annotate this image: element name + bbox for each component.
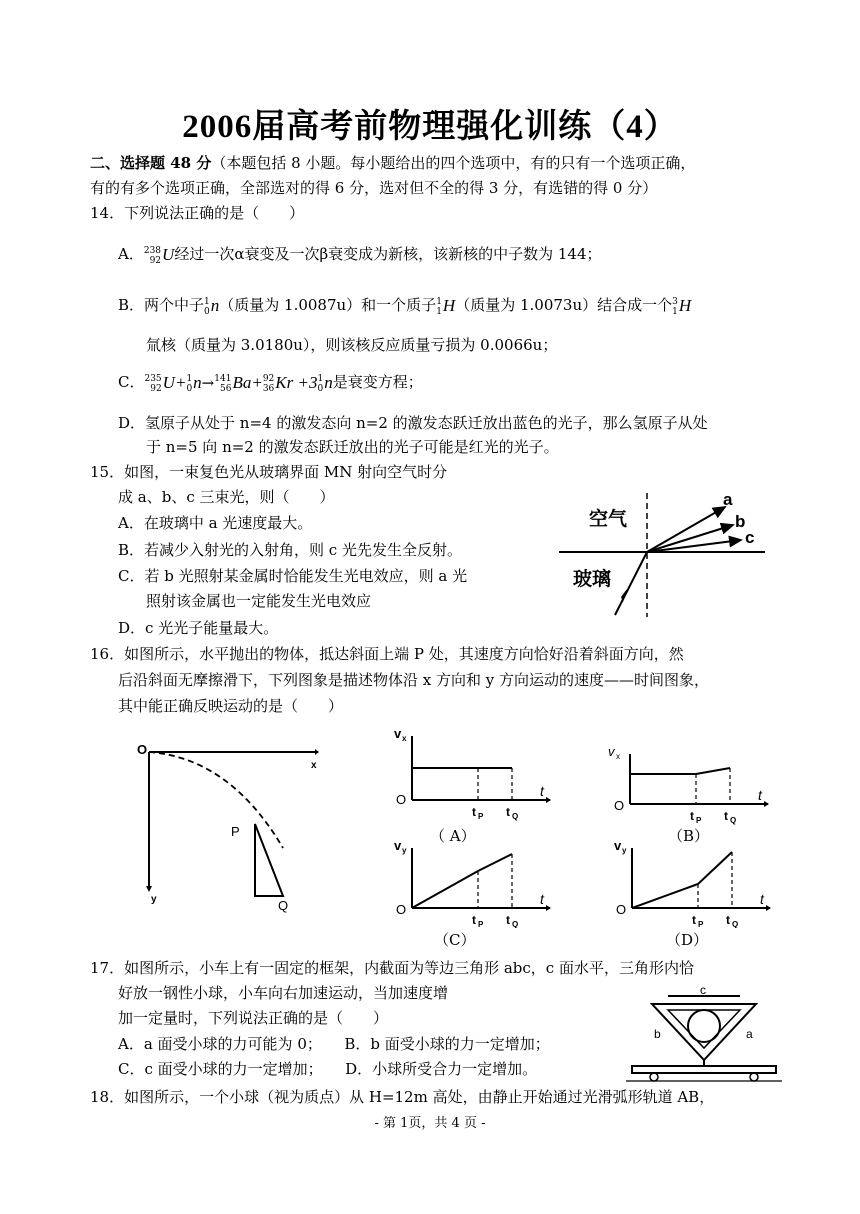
label-b: b: [735, 512, 746, 531]
graph-a-tq-sub: Q: [512, 812, 519, 821]
graph-d-ylabel-sub: y: [622, 846, 627, 855]
q14-stem: 14．下列说法正确的是（ ）: [90, 204, 305, 222]
isotope-neutron: 1 0 n: [204, 295, 220, 317]
trajectory: [149, 752, 283, 848]
q17-line-2: 好放一钢性小球，小车向右加速运动，当加速度增: [118, 984, 449, 1002]
graph-a: [390, 724, 560, 824]
q14-option-c: [118, 372, 423, 394]
graph-d-xlabel: t: [760, 891, 764, 907]
q14-option-b: [118, 295, 691, 317]
graph-c-ylabel-sub: y: [402, 846, 407, 855]
incline: [255, 824, 283, 896]
q15-option-c-1: C．若 b 光照射某金属时恰能发生光电效应，则 a 光: [118, 567, 468, 585]
q16-line-3: 其中能正确反映运动的是（ ）: [118, 697, 344, 715]
q15-option-d: D．c 光光子能量最大。: [118, 619, 279, 637]
graph-a-tq: t: [506, 805, 510, 819]
graph-c-tq-sub: Q: [512, 920, 519, 928]
wheel-right: [750, 1073, 758, 1081]
ray-c: [647, 540, 741, 552]
q16-line-2: 后沿斜面无摩擦滑下，下列图象是描述物体沿 x 方向和 y 方向运动的速度——时间图象，: [118, 671, 710, 689]
graph-c-tp: t: [472, 913, 476, 927]
graph-b-tq-sub: Q: [730, 816, 737, 825]
isotope-u238: 238 92 U: [143, 244, 175, 266]
graph-d-origin: O: [616, 902, 627, 917]
face-c-label: c: [700, 986, 706, 997]
cart-body: [632, 1066, 776, 1073]
isotope-tritium: 3 1 H: [672, 295, 692, 317]
graph-a-xlabel: t: [540, 783, 544, 799]
q16-line-1: 16．如图所示，水平抛出的物体，抵达斜面上端 P 处，其速度方向恰好沿着斜面方向，然: [90, 645, 684, 663]
graph-b-vx-line: [630, 768, 730, 774]
section-desc-2: 有的有多个选项正确，全部选对的得 6 分，选对但不全的得 3 分，有选错的得 0 分）: [90, 179, 658, 197]
q14-b-label: B．两个中子: [118, 296, 205, 314]
section-heading: 二、选择题 48 分: [90, 154, 212, 172]
steel-ball: [688, 1010, 720, 1042]
q14-b-text-2: （质量为 1.0073u）结合成一个: [455, 296, 673, 314]
graph-c-origin: O: [396, 902, 407, 917]
q14-b-line2: 氚核（质量为 3.0180u），则该核反应质量亏损为 0.0066u；: [146, 336, 558, 354]
q14-option-d-2: 于 n=5 向 n=2 的激发态跃迁放出的光子可能是红光的光子。: [146, 438, 559, 456]
caption-b: （B）: [668, 827, 710, 845]
graph-a-origin: O: [396, 792, 407, 807]
q17-line-1: 17．如图所示，小车上有一固定的框架，内截面为等边三角形 abc，c 面水平，三角形内恰: [90, 959, 694, 977]
q14-option-a: [118, 244, 602, 266]
triangle-frame-outer: [652, 1004, 756, 1060]
page-footer: - 第 1页，共 4 页 -: [374, 1116, 486, 1131]
q15-option-a: A．在玻璃中 a 光速度最大。: [118, 514, 313, 532]
graph-c-ylabel: v: [394, 838, 402, 853]
graph-b-origin: O: [614, 798, 625, 813]
isotope-proton: 1 1 H: [436, 295, 456, 317]
origin-label: O: [137, 742, 148, 757]
label-air: 空气: [589, 509, 628, 530]
section-intro: [90, 153, 695, 173]
graph-c-xlabel: t: [540, 891, 544, 907]
caption-d: （D）: [666, 931, 709, 949]
q17-options-ab: A．a 面受小球的力可能为 0； B．b 面受小球的力一定增加；: [118, 1035, 550, 1053]
face-a-label: a: [746, 1027, 753, 1041]
graph-b-tp-sub: P: [696, 816, 702, 825]
q14-c-text: 是衰变方程；: [332, 373, 423, 391]
label-glass: 玻璃: [573, 569, 612, 590]
graph-d-tp: t: [692, 913, 696, 927]
graph-b-ylabel: v: [608, 744, 615, 759]
graph-c: [390, 838, 560, 928]
q18-line-1: 18．如图所示，一个小球（视为质点）从 H=12m 高处，由静止开始通过光滑弧形轨道 AB，: [90, 1088, 715, 1106]
graph-d-tq-sub: Q: [732, 920, 739, 928]
p-label: P: [231, 824, 240, 839]
incident-ray: [615, 552, 647, 615]
wheel-left: [650, 1073, 658, 1081]
graph-b-ylabel-sub: x: [616, 752, 620, 761]
caption-c: （C）: [434, 931, 476, 949]
graph-c-tq: t: [506, 913, 510, 927]
projectile-figure: [135, 738, 335, 913]
graph-d: [610, 838, 780, 928]
q17-options-cd: C．c 面受小球的力一定增加； D．小球所受合力一定增加。: [118, 1060, 538, 1078]
graph-d-ylabel: v: [614, 838, 622, 853]
q-label: Q: [278, 898, 289, 913]
nuclear-equation: 235 92 U+ 1 0 n→ 141 56 Ba+ 92 36 Kr +3 1 0 n: [144, 372, 333, 394]
graph-a-tp-sub: P: [478, 812, 484, 821]
q14-option-d-1: D．氢原子从处于 n=4 的激发态向 n=2 的激发态跃迁放出蓝色的光子，那么氢原子从处: [118, 414, 708, 432]
q14-b-text-1: （质量为 1.0087u）和一个质子: [219, 296, 437, 314]
q15-option-c-2: 照射该金属也一定能发生光电效应: [146, 592, 372, 610]
q15-stem-2: 成 a、b、c 三束光，则（ ）: [118, 488, 335, 506]
graph-b-tq: t: [724, 809, 728, 823]
ray-b: [647, 525, 733, 552]
q15-stem-1: 15．如图，一束复色光从玻璃界面 MN 射向空气时分: [90, 463, 448, 481]
q14-a-text: 经过一次α衰变及一次β衰变成为新核，该新核的中子数为 144；: [174, 245, 602, 263]
page-title: 2006届高考前物理强化训练（4）: [182, 109, 678, 145]
graph-a-ylabel: v: [394, 726, 402, 741]
q15-option-b: B．若减少入射光的入射角，则 c 光先发生全反射。: [118, 541, 462, 559]
cart-figure: [624, 986, 784, 1082]
q17-line-3: 加一定量时，下列说法正确的是（ ）: [118, 1009, 389, 1027]
q14-c-label: C．: [118, 373, 145, 391]
ray-a: [647, 507, 725, 552]
graph-b: [608, 740, 778, 826]
q14-a-label: A．: [118, 245, 144, 263]
graph-c-vy-line: [412, 854, 512, 908]
graph-c-tp-sub: P: [478, 920, 484, 928]
graph-d-tq: t: [726, 913, 730, 927]
caption-a: （ A）: [430, 827, 476, 845]
graph-b-tp: t: [690, 809, 694, 823]
graph-d-vy-line: [632, 852, 732, 908]
graph-a-tp: t: [472, 805, 476, 819]
y-label: y: [151, 894, 157, 905]
graph-d-tp-sub: P: [698, 920, 704, 928]
refraction-figure: [555, 485, 770, 620]
label-c: c: [745, 528, 755, 547]
face-b-label: b: [654, 1027, 661, 1041]
graph-a-ylabel-sub: x: [402, 734, 407, 743]
graph-b-xlabel: t: [758, 787, 762, 803]
section-desc-1: （本题包括 8 小题。每小题给出的四个选项中，有的只有一个选项正确，: [211, 154, 696, 172]
x-label: x: [311, 760, 317, 771]
label-a: a: [723, 490, 733, 509]
